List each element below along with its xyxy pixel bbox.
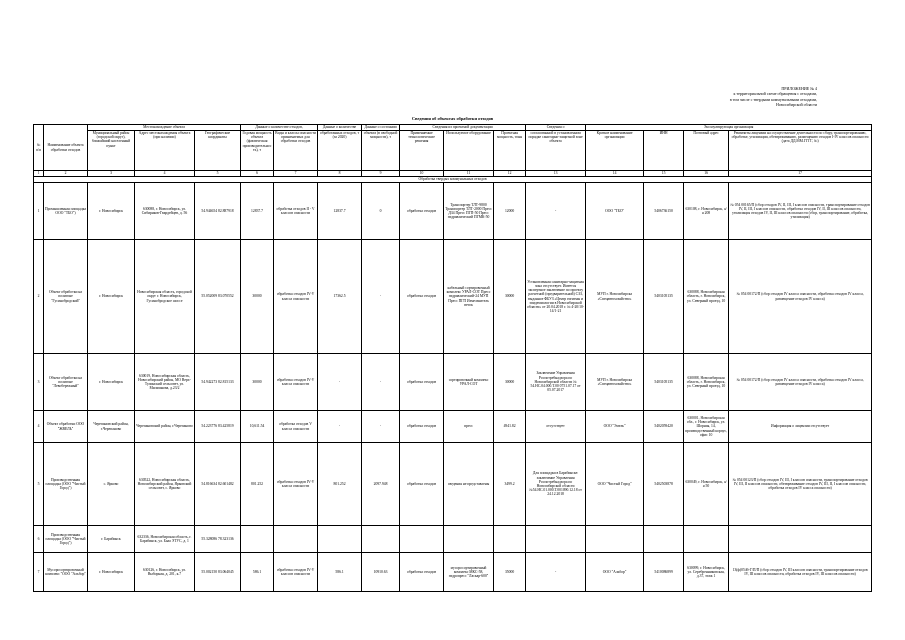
column-number: 8	[318, 171, 362, 177]
table-cell: обработка отходов IV-V классов опасности	[274, 553, 318, 592]
column-header-row	[34, 131, 872, 171]
table-cell: мусоросортировочный комплекс МКС-58, гидропресс "Ласкар-600"	[444, 553, 494, 592]
table-cell: МУП г. Новосибирска «Спецавтохозяйство»	[586, 354, 644, 411]
column-header: Адрес местонахождения объекта (при наличии)	[135, 131, 195, 171]
column-number: 14	[586, 171, 644, 177]
table-cell: 5406736150	[644, 183, 684, 240]
table-cell	[586, 526, 644, 553]
table-cell: обработка отходов	[400, 411, 444, 443]
table-cell: 10,611.54	[241, 411, 274, 443]
table-cell: кабельный сортировочный комплекс УРАЛ-СОТ Пресс гидравлический-24 МУП Пресс ПГП Измельчитель веток	[444, 240, 494, 354]
table-cell: Транспортер ТЛТ-9800 Транспортер ТЛТ-2000 Пресс ДЗ4 Пресс ПГП-50 Пресс гидравлический ПГМК-50	[444, 183, 494, 240]
column-number: 13	[526, 171, 586, 177]
table-cell: 30000	[494, 354, 526, 411]
table-cell: 10910.63	[362, 553, 400, 592]
header-amount: Данные о количестве	[318, 125, 362, 131]
table-cell: Информация о лицензии отсутствует	[729, 411, 872, 443]
table-cell: г. Новосибирск	[88, 354, 135, 411]
table-cell: 5403105135	[644, 240, 684, 354]
column-header: Краткое наименование организации	[586, 131, 644, 171]
table-cell	[684, 526, 729, 553]
column-header: Используемое оборудование	[444, 131, 494, 171]
table-cell: 630049, г. Новосибирск, а/я 50	[684, 443, 729, 526]
table-cell: 55.328086 78.323136	[195, 526, 241, 553]
table-cell: -	[526, 553, 586, 592]
table-cell: 30000	[494, 240, 526, 354]
table-cell: 0	[362, 183, 400, 240]
table-cell: Производственная площадка (ООО "Чистый Город")	[44, 443, 88, 526]
table-cell: 630126, г. Новосибирск, ул. Выборная, д. 201, к.7	[135, 553, 195, 592]
table-cell	[241, 526, 274, 553]
table-cell: 6	[34, 526, 44, 553]
table-cell	[729, 526, 872, 553]
column-number: 1	[34, 171, 44, 177]
table-cell: 35000	[494, 553, 526, 592]
section-title: Обработка твердых коммунальных отходов	[34, 177, 872, 183]
table-cell: обработка отходов V класса опасности	[274, 411, 318, 443]
header-capacity: Данные о количестве отходов,	[241, 125, 318, 131]
table-cell: 12837.7	[318, 183, 362, 240]
column-header: Виды и классы опасности принимаемых для обработки отходов	[274, 131, 318, 171]
column-number: 16	[684, 171, 729, 177]
column-header: обработанных отходов, т (за 2020)	[318, 131, 362, 171]
table-cell: 630001, Новосибирская обл., г. Новосибирск, ул. Шорная, 14, производственный корпус, офис 10	[684, 411, 729, 443]
table-cell: № 054 00123/П (сбор отходов IV, III, I классов опасности, транспортирование отходов IV, III, II классов опасности, обезвреживание отходов IV, III, II, I классов опасности, обработка отходов IV класса опасности)	[729, 443, 872, 526]
table-cell: 55.052009 83.070552	[195, 240, 241, 354]
column-number: 9	[362, 171, 400, 177]
table-cell: Заключение Управления Роспотребнадзора по Новосибирской области № 54.НС.04.000.Т.00 0751.07.17 от 05.07.2017	[526, 354, 586, 411]
table-cell: 13(ф)054б-Г/П/П (сбор отходов IV, III классов опасности, транспортирование отходов IV, III классов опасности, обработка отходов IV, III классов опасности)	[729, 553, 872, 592]
table-cell: 5402059420	[644, 411, 684, 443]
table-cell: Объект обработки на полигоне "Гусинобродский"	[44, 240, 88, 354]
table-row	[34, 183, 872, 240]
table-cell: № 054 00172/П (сбор отходов IV класса опасности, обработка отходов IV класса, размещение отходов IV класса)	[729, 240, 872, 354]
table-row	[34, 411, 872, 443]
table-cell: ООО "ТБО"	[586, 183, 644, 240]
table-cell: Производственная площадка (ООО "Чистый Город")	[44, 526, 88, 553]
column-number: 7	[274, 171, 318, 177]
table-cell: -	[318, 411, 362, 443]
table-cell: МУП г. Новосибирска «Спецавтохозяйство»	[586, 240, 644, 354]
column-header: Реквизиты лицензии на осуществление деятельности по сбору, транспортированию, обработке, утилизации, обезвреживанию, размещению отходов I-IV классов опасности (дата ДД.ММ.ГГГГ, №)	[729, 131, 872, 171]
table-cell: ООО "Эмель"	[586, 411, 644, 443]
table-cell: отсутствует	[526, 411, 586, 443]
table-cell: 54.816634 82.601482	[195, 443, 241, 526]
column-header: объекта (в свободной мощности), т	[362, 131, 400, 171]
document-title: Сведения об объектах обработки отходов	[411, 116, 494, 121]
table-cell: 54.942273 82.815133	[195, 354, 241, 411]
column-number: 2	[44, 171, 88, 177]
table-cell: обработка отходов	[400, 443, 444, 526]
table-cell: 5402503878	[644, 443, 684, 526]
table-cell	[526, 526, 586, 553]
table-cell: 12000	[494, 183, 526, 240]
table-cell: 630019, Новосибирская область, Новосибирский район, МО Верх-Тулинский сельсовет, ул. Мильчакова, д.23/2	[135, 354, 195, 411]
table-cell: № 054 00165/П (сбор отходов IV, II, III, I классов опасности, транспортирование отходов IV, II, III, I классов опасности, обработка отходов IV, II, III классов опасности, утилизация отходов IV, II, III классов опасности (сбор, транспортирование, обработка, утилизация)	[729, 183, 872, 240]
table-cell: 632336, Новосибирская область, г. Барабинск, ул. Бааа ЭТУС, д. 1	[135, 526, 195, 553]
appendix-header	[577, 86, 817, 107]
table-cell: 3	[34, 354, 44, 411]
table-cell: -	[362, 411, 400, 443]
header-state: Данные о состоянии	[362, 125, 400, 131]
table-cell: г. Новосибирск	[88, 553, 135, 592]
table-cell: Новосибирская область, городской округ г. Новосибирск, Гусинобродское шоссе	[135, 240, 195, 354]
table-cell: ООО "Альбор"	[586, 553, 644, 592]
table-cell: 12837.7	[241, 183, 274, 240]
table-cell: г. Новосибирск	[88, 183, 135, 240]
table-cell: Установленная санитарно-защитная зона отсутствует. Имеется экспертное заключение по проекту расчетной (предварительной) СЗЗ, выданное ФБУЗ «Центр гигиены и эпидемиологии в Новосибирской области» от 20.04.2018 г. № 4-20/10-14/1-21	[526, 240, 586, 354]
table-cell	[318, 526, 362, 553]
table-cell: обработка отходов	[400, 354, 444, 411]
table-cell	[644, 526, 684, 553]
table-cell: обработка отходов	[400, 183, 444, 240]
table-cell: 2	[34, 240, 44, 354]
column-header: Почтовый адрес	[684, 131, 729, 171]
table-cell: 586.1	[318, 553, 362, 592]
table-cell: обработка отходов IV-V класса опасности	[274, 354, 318, 411]
appendix-line: ПРИЛОЖЕНИЕ № 4	[781, 86, 817, 91]
table-cell: г. Новосибирск	[88, 240, 135, 354]
table-cell: 5410086899	[644, 553, 684, 592]
header-docs: Сведения из проектной документации	[400, 125, 526, 131]
table-cell: обработка отходов IV-V класса опасности	[274, 443, 318, 526]
column-header: Географические координаты	[195, 131, 241, 171]
table-cell: 30000	[241, 354, 274, 411]
table-row	[34, 526, 872, 553]
table-cell: с. Ярково	[88, 443, 135, 526]
column-number: 4	[135, 171, 195, 177]
table-cell	[274, 526, 318, 553]
appendix-line: Новосибирской области	[776, 101, 817, 107]
table-cell: сведения не представлены	[444, 443, 494, 526]
table-cell: 4	[34, 411, 44, 443]
table-cell	[362, 526, 400, 553]
table-cell	[444, 526, 494, 553]
table-cell: обработка отходов IV-V класса опасности	[274, 240, 318, 354]
table-cell: -	[318, 354, 362, 411]
table-cell	[400, 526, 444, 553]
table-row	[34, 443, 872, 526]
table-cell: 7	[34, 553, 44, 592]
table-cell: Мусоросортировочный комплекс "ООО "Альбор"	[44, 553, 88, 592]
table-cell: 55.002150 83.064045	[195, 553, 241, 592]
appendix-line: в том числе с твердыми коммунальными отходами,	[729, 96, 817, 102]
table-cell: 801.252	[318, 443, 362, 526]
table-cell: Промышленная площадка ООО "ТБО")	[44, 183, 88, 240]
table-cell: -	[362, 240, 400, 354]
column-number: 3	[88, 171, 135, 177]
column-number: 6	[241, 171, 274, 177]
table-cell: 630088, Новосибирская область, г. Новосибирск, ул. Северный проезд, 10	[684, 240, 729, 354]
table-cell: 3499.2	[494, 443, 526, 526]
table-cell: 4941.82	[494, 411, 526, 443]
table-cell: обработка отходов	[400, 240, 444, 354]
table-cell: Черепановский район, г.Черепаново	[135, 411, 195, 443]
header-operator: Эксплуатирующая организация	[586, 125, 872, 131]
table-cell: 1	[34, 183, 44, 240]
table-cell: 630099, г. Новосибирск, ул. Серебренниковская, д.37, этаж 1	[684, 553, 729, 592]
column-number: 15	[644, 171, 684, 177]
table-cell: 54.944654 82.887918	[195, 183, 241, 240]
table-cell	[494, 526, 526, 553]
table-cell: Объект обработки ООО "ЖВЕЛЬ"	[44, 411, 88, 443]
column-number: 10	[400, 171, 444, 177]
table-cell: 801.252	[241, 443, 274, 526]
table-cell: 17362.5	[318, 240, 362, 354]
table-cell: г. Барабинск	[88, 526, 135, 553]
header-name: Наименование объекта обработки отходов	[44, 125, 88, 171]
table-cell: 630088, Новосибирская область, г. Новосибирск, ул. Северный проезд, 10	[684, 354, 729, 411]
table-cell: № 054 00172/П (сбор отходов IV класса опасности, обработка отходов IV класса, размещение отходов IV класса)	[729, 354, 872, 411]
table-row	[34, 354, 872, 411]
column-number: 5	[195, 171, 241, 177]
column-header: Годовая мощность объекта (фактическая производительность), т	[241, 131, 274, 171]
table-cell: 5403105135	[644, 354, 684, 411]
facilities-table	[33, 124, 872, 592]
table-cell: обработка отходов II - V классов опасности	[274, 183, 318, 240]
table-row	[34, 240, 872, 354]
header-location: Местонахождение объекта	[88, 125, 241, 131]
column-number: 17	[729, 171, 872, 177]
table-cell: 586.1	[241, 553, 274, 592]
table-cell: пресс	[444, 411, 494, 443]
column-header: Применяемые технологические решения	[400, 131, 444, 171]
table-cell: -	[526, 183, 586, 240]
table-cell: Объект обработки на полигоне "Левобережный"	[44, 354, 88, 411]
table-cell: Черепановский район, г.Черепаново	[88, 411, 135, 443]
column-number: 11	[444, 171, 494, 177]
table-cell: сортировочный комплекс УРАЛ-СОТ	[444, 354, 494, 411]
table-cell: Для площадки в Барабинске: заключение Управления Роспотребнадзора по Новосибирской области №54.НС.01.000.Т.001090.12.18 от 24.12.2018	[526, 443, 586, 526]
appendix-line: к территориальной схеме обращения с отходами,	[733, 91, 817, 97]
table-cell: 30000	[241, 240, 274, 354]
table-cell: ООО "Чистый Город"	[586, 443, 644, 526]
table-cell: -	[362, 354, 400, 411]
table-cell: 630108, г. Новосибирск, а/я 208	[684, 183, 729, 240]
table-cell: 5	[34, 443, 44, 526]
column-header: ИНН	[644, 131, 684, 171]
column-number: 12	[494, 171, 526, 177]
table-cell: 54.223776 83.425819	[195, 411, 241, 443]
table-cell: 630522, Новосибирская область, Новосибирский район, Ярковский сельсовет, с. Ярково	[135, 443, 195, 526]
column-header: согласованной в установленном порядке санитарно-защитной зоне объекта	[526, 131, 586, 171]
table-row	[34, 553, 872, 592]
header-num: № п/п	[34, 125, 44, 171]
header-approval: Сведения о	[526, 125, 586, 131]
column-header: Проектная мощность, тонн	[494, 131, 526, 171]
table-cell: обработка отходов	[400, 553, 444, 592]
table-cell: 2097.948	[362, 443, 400, 526]
table-cell: 630088, г. Новосибирск, ул. Сибиряков-Гвардейцев, д. 56	[135, 183, 195, 240]
column-header: Муниципальный район (городской округ), ближайший населенный пункт	[88, 131, 135, 171]
